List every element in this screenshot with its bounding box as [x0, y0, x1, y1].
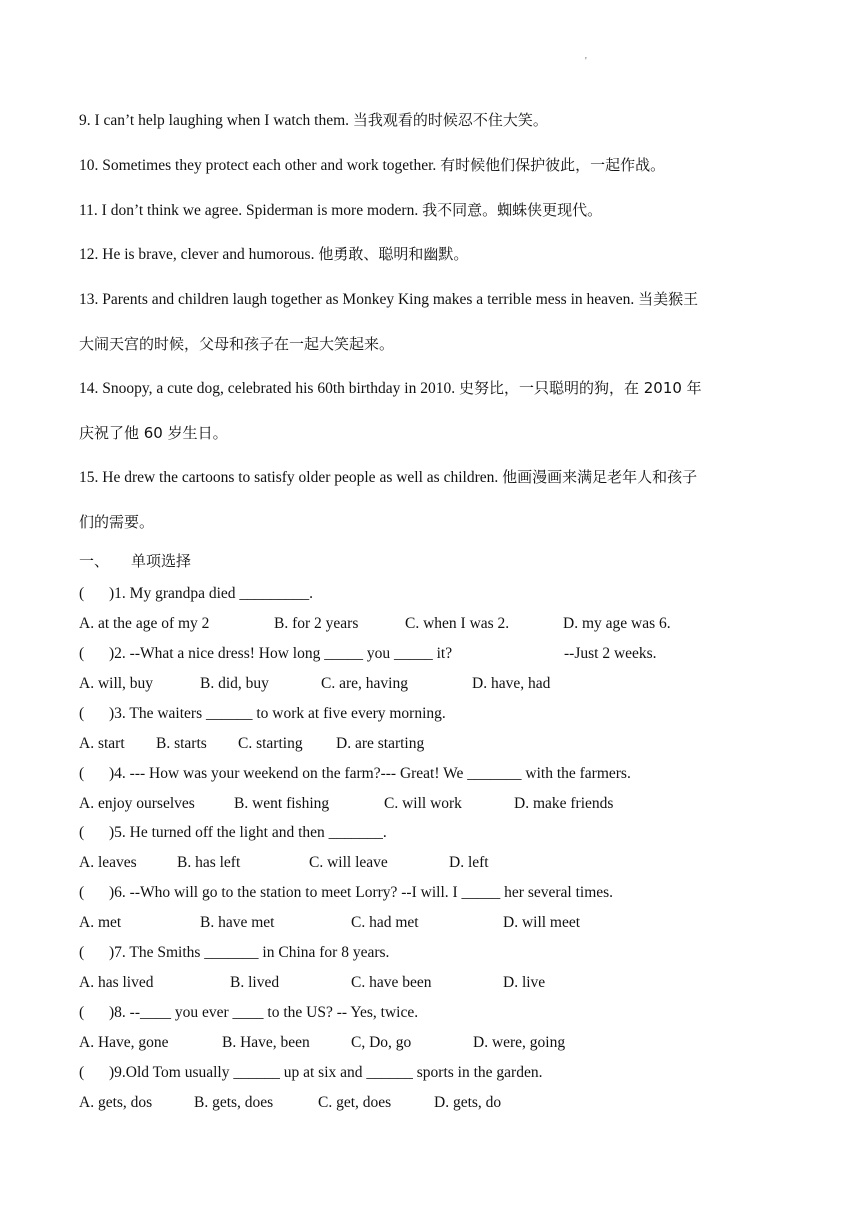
option-a: A. gets, dos — [79, 1094, 153, 1111]
question-5 — [79, 823, 387, 843]
option-b: B. went fishing — [234, 795, 330, 812]
option-b: B. for 2 years — [274, 615, 359, 632]
sentence-en: 13. Parents and children laugh together as Monkey King makes a terrible mess in heaven. — [79, 291, 639, 308]
question-text: )7. The Smiths _______ in China for 8 years. — [109, 944, 390, 961]
sentence-zh: 当我观看的时候忍不住大笑。 — [352, 111, 548, 129]
option-d: D. make friends — [514, 795, 614, 812]
sentence-zh: 史努比，一只聪明的狗，在 2010 年 — [458, 379, 702, 397]
translation-line-15-cont: 们的需要。 — [79, 513, 155, 531]
sentence-zh: 有时候他们保护彼此，一起作战。 — [440, 156, 666, 174]
answer-blank: ( — [79, 824, 85, 841]
option-c: C. when I was 2. — [405, 615, 510, 632]
option-a: A. will, buy — [79, 675, 154, 692]
question-4 — [79, 764, 631, 784]
option-b: B. Have, been — [222, 1034, 310, 1051]
option-d: D. were, going — [473, 1034, 566, 1051]
question-text: )8. --____ you ever ____ to the US? -- Yes, twice. — [109, 1004, 419, 1021]
sentence-zh: 当美猴王 — [638, 290, 699, 308]
option-a: A. start — [79, 735, 125, 752]
option-c: C. are, having — [321, 675, 408, 692]
option-c: C. will leave — [309, 854, 388, 871]
question-text: )4. --- How was your weekend on the farm?--- Great! We _______ with the farmers. — [109, 765, 631, 782]
translation-line-10 — [79, 155, 665, 176]
translation-line-12 — [79, 244, 468, 265]
question-6 — [79, 883, 613, 903]
option-a: A. leaves — [79, 854, 137, 871]
answer-blank: ( — [79, 705, 85, 722]
question-2 — [79, 644, 779, 664]
question-text: )9.Old Tom usually ______ up at six and ______ sports in the garden. — [109, 1064, 543, 1081]
sentence-en: 10. Sometimes they protect each other and work together. — [79, 157, 441, 174]
question-7 — [79, 943, 389, 963]
option-c: C. starting — [238, 735, 303, 752]
sentence-en: 14. Snoopy, a cute dog, celebrated his 60th birthday in 2010. — [79, 380, 459, 397]
sentence-en: 15. He drew the cartoons to satisfy older people as well as children. — [79, 469, 503, 486]
option-c: C. had met — [351, 914, 419, 931]
question-text: )2. --What a nice dress! How long _____ you _____ it? — [109, 645, 453, 662]
option-c: C. get, does — [318, 1094, 392, 1111]
option-d: D. live — [503, 974, 546, 991]
question-1 — [79, 584, 313, 604]
option-d: D. will meet — [503, 914, 581, 931]
option-b: B. has left — [177, 854, 241, 871]
question-response: --Just 2 weeks. — [564, 645, 657, 662]
question-9 — [79, 1063, 542, 1083]
option-a: A. met — [79, 914, 122, 931]
answer-blank: ( — [79, 1064, 85, 1081]
option-a: A. Have, gone — [79, 1034, 169, 1051]
question-8 — [79, 1003, 418, 1023]
sentence-en: 12. He is brave, clever and humorous. — [79, 246, 319, 263]
translation-line-9 — [79, 110, 548, 131]
option-c: C. have been — [351, 974, 432, 991]
option-c: C. will work — [384, 795, 462, 812]
question-text: )3. The waiters ______ to work at five every morning. — [109, 705, 446, 722]
answer-blank: ( — [79, 884, 85, 901]
translation-line-14-cont: 庆祝了他 60 岁生日。 — [79, 424, 228, 442]
sentence-en: 11. I don’t think we agree. Spiderman is more modern. — [79, 202, 423, 219]
option-b: B. lived — [230, 974, 280, 991]
option-a: A. at the age of my 2 — [79, 615, 210, 632]
answer-blank: ( — [79, 1004, 85, 1021]
option-d: D. are starting — [336, 735, 425, 752]
section-number: 一、 — [79, 552, 110, 570]
option-a: A. has lived — [79, 974, 154, 991]
option-b: B. gets, does — [194, 1094, 274, 1111]
translation-line-14 — [79, 378, 702, 399]
option-d: D. my age was 6. — [563, 615, 671, 632]
answer-blank: ( — [79, 765, 85, 782]
sentence-en: 9. I can’t help laughing when I watch them. — [79, 112, 353, 129]
option-d: D. gets, do — [434, 1094, 502, 1111]
question-3 — [79, 704, 446, 724]
sentence-zh: 他勇敢、聪明和幽默。 — [318, 245, 469, 263]
answer-blank: ( — [79, 944, 85, 961]
sentence-zh: 他画漫画来满足老年人和孩子 — [502, 468, 698, 486]
translation-line-13-cont: 大闹天宫的时候，父母和孩子在一起大笑起来。 — [79, 335, 395, 353]
option-a: A. enjoy ourselves — [79, 795, 195, 812]
question-text: )5. He turned off the light and then _______. — [109, 824, 387, 841]
sentence-zh: 我不同意。蜘蛛侠更现代。 — [422, 201, 603, 219]
option-d: D. left — [449, 854, 489, 871]
option-b: B. have met — [200, 914, 275, 931]
option-b: B. did, buy — [200, 675, 269, 692]
page-mark: ' — [585, 56, 587, 67]
section-title: 单项选择 — [131, 552, 192, 570]
option-b: B. starts — [156, 735, 207, 752]
answer-blank: ( — [79, 585, 85, 602]
answer-blank: ( — [79, 645, 85, 662]
translation-line-13 — [79, 289, 698, 310]
option-d: D. have, had — [472, 675, 551, 692]
option-c: C, Do, go — [351, 1034, 412, 1051]
question-text: )1. My grandpa died _________. — [109, 585, 314, 602]
section-heading — [79, 551, 191, 571]
translation-line-15 — [79, 467, 697, 488]
question-text: )6. --Who will go to the station to meet Lorry? --I will. I _____ her several times. — [109, 884, 614, 901]
translation-line-11 — [79, 200, 602, 221]
